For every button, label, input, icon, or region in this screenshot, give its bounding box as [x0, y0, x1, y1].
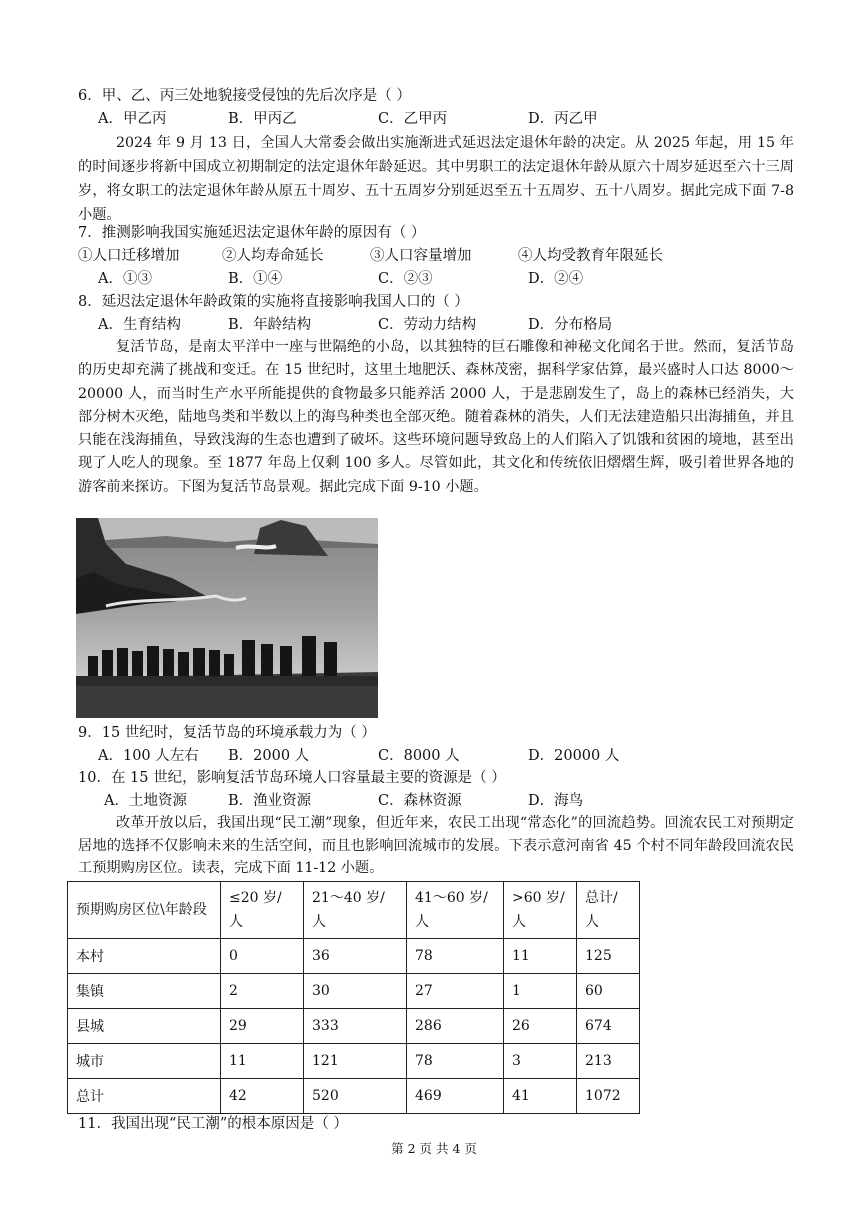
table-row [68, 1044, 640, 1079]
table-cell: 2 [221, 974, 304, 1009]
table-cell: 26 [504, 1009, 577, 1044]
table-header-row [68, 882, 640, 939]
q6-option-d[interactable]: D．丙乙甲 [528, 111, 598, 127]
table-cell: 本村 [68, 939, 221, 974]
q8-stem: 8．延迟法定退休年龄政策的实施将直接影响我国人口的（ ） [78, 294, 469, 310]
table-header-cell: 总计/人 [577, 882, 640, 939]
q6-option-b[interactable]: B．甲丙乙 [228, 111, 297, 127]
table-cell: 42 [221, 1079, 304, 1114]
table-cell: 286 [407, 1009, 504, 1044]
q7-statements [78, 245, 798, 267]
q11-stem: 11．我国出现“民工潮”的根本原因是（ ） [78, 1116, 348, 1132]
q9-option-d[interactable]: D．20000 人 [528, 748, 620, 764]
table-cell: 3 [504, 1044, 577, 1079]
material-migrant-workers: 改革开放以后，我国出现“民工潮”现象，但近年来，农民工出现“常态化”的回流趋势。回流农民工对预期定居地的选择不仅影响未来的生活空间，而且也影响回流城市的发展。下表示意河南省 45 个村不同年龄段回流农民工预期购房区位。读表，完成下面 11-12 小题。 [78, 815, 794, 876]
q6-options [98, 108, 798, 130]
material-easter-island: 复活节岛，是南太平洋中一座与世隔绝的小岛，以其独特的巨石雕像和神秘文化闻名于世。然而，复活节岛的历史却充满了挑战和变迁。在 15 世纪时，这里土地肥沃、森林茂密，据科学家估算，最兴盛时人口达 8000～20000 人，而当时生产水平所能提供的食物最多只能养活 2000 人，于是悲剧发生了，岛上的森林已经消失，大部分树木灭绝，陆地鸟类和半数以上的海鸟种类也全部灭绝。随着森林的消失，人们无法建造船只出海捕鱼，并且只能在浅海捕鱼，导致浅海的生态也遭到了破坏。这些环境问题导致岛上的人们陷入了饥饿和贫困的境地，甚至出现了人吃人的现象。至 1877 年岛上仅剩 100 多人。尽管如此，其文化和传统依旧熠熠生辉，吸引着世界各地的游客前来探访。下图为复活节岛景观。据此完成下面 9-10 小题。 [78, 339, 794, 495]
q9-stem: 9．15 世纪时，复活节岛的环境承载力为（ ） [78, 725, 376, 741]
material-retirement: 2024 年 9 月 13 日，全国人大常委会做出实施渐进式延迟法定退休年龄的决定。从 2025 年起，用 15 年的时间逐步将新中国成立初期制定的法定退休年龄延迟。其中男职工的法定退休年龄从原六十周岁延迟至六十三周岁，将女职工的法定退休年龄从原五十周岁、五十五周岁分别延迟至五十五周岁、五十八周岁。据此完成下面 7-8 小题。 [78, 135, 794, 223]
easter-island-photo [76, 518, 378, 718]
q7-statement-1: ①人口迁移增加 [78, 248, 180, 264]
q9-option-a[interactable]: A．100 人左右 [98, 748, 199, 764]
q7-statement-3: ③人口容量增加 [370, 248, 472, 264]
table-cell: 总计 [68, 1079, 221, 1114]
q8-option-d[interactable]: D．分布格局 [528, 317, 613, 333]
table-cell: 41 [504, 1079, 577, 1114]
q10-option-d[interactable]: D．海鸟 [528, 793, 584, 809]
q7-options [98, 268, 798, 290]
table-row [68, 1079, 640, 1114]
q10-option-a[interactable]: A．土地资源 [104, 793, 187, 809]
table-cell: 333 [304, 1009, 407, 1044]
table-cell: 城市 [68, 1044, 221, 1079]
q8-option-a[interactable]: A．生育结构 [98, 317, 181, 333]
table-cell: 78 [407, 1044, 504, 1079]
table-row [68, 939, 640, 974]
table-cell: 125 [577, 939, 640, 974]
q9-options [98, 745, 798, 767]
q7-option-d[interactable]: D．②④ [528, 271, 584, 287]
table-cell: 1 [504, 974, 577, 1009]
table-row [68, 974, 640, 1009]
table-cell: 213 [577, 1044, 640, 1079]
table-row [68, 1009, 640, 1044]
table-cell: 520 [304, 1079, 407, 1114]
q6-option-a[interactable]: A．甲乙丙 [98, 111, 167, 127]
table-header-cell: >60 岁/人 [504, 882, 577, 939]
table-cell: 27 [407, 974, 504, 1009]
housing-location-table [67, 881, 640, 1114]
table-cell: 60 [577, 974, 640, 1009]
q8-option-c[interactable]: C．劳动力结构 [378, 317, 477, 333]
q8-options [98, 314, 798, 336]
table-header-cell: ≤20 岁/人 [221, 882, 304, 939]
table-cell: 36 [304, 939, 407, 974]
q7-stem: 7．推测影响我国实施延迟法定退休年龄的原因有（ ） [78, 225, 426, 241]
table-header-cell: 21～40 岁/人 [304, 882, 407, 939]
table-cell: 1072 [577, 1079, 640, 1114]
table-cell: 29 [221, 1009, 304, 1044]
table-cell: 11 [504, 939, 577, 974]
q6-stem: 6．甲、乙、丙三处地貌接受侵蚀的先后次序是（ ） [78, 88, 411, 104]
table-header-cell: 预期购房区位\年龄段 [68, 882, 221, 939]
table-cell: 0 [221, 939, 304, 974]
q7-option-b[interactable]: B．①④ [228, 271, 283, 287]
q7-statement-2: ②人均寿命延长 [222, 248, 324, 264]
q10-option-c[interactable]: C．森林资源 [378, 793, 462, 809]
table-cell: 674 [577, 1009, 640, 1044]
table-cell: 469 [407, 1079, 504, 1114]
q7-option-c[interactable]: C．②③ [378, 271, 433, 287]
q7-statement-4: ④人均受教育年限延长 [518, 248, 663, 264]
table-cell: 集镇 [68, 974, 221, 1009]
table-cell: 30 [304, 974, 407, 1009]
q6-option-c[interactable]: C．乙甲丙 [378, 111, 448, 127]
q10-options [104, 790, 804, 812]
q10-option-b[interactable]: B．渔业资源 [228, 793, 312, 809]
table-header-cell: 41～60 岁/人 [407, 882, 504, 939]
table-cell: 11 [221, 1044, 304, 1079]
q8-option-b[interactable]: B．年龄结构 [228, 317, 312, 333]
table-cell: 121 [304, 1044, 407, 1079]
q9-option-b[interactable]: B．2000 人 [228, 748, 310, 764]
q9-option-c[interactable]: C．8000 人 [378, 748, 460, 764]
table-cell: 78 [407, 939, 504, 974]
q10-stem: 10．在 15 世纪，影响复活节岛环境人口容量最主要的资源是（ ） [78, 770, 506, 786]
table-cell: 县城 [68, 1009, 221, 1044]
page-footer: 第 2 页 共 4 页 [391, 1141, 477, 1156]
q7-option-a[interactable]: A．①③ [98, 271, 152, 287]
